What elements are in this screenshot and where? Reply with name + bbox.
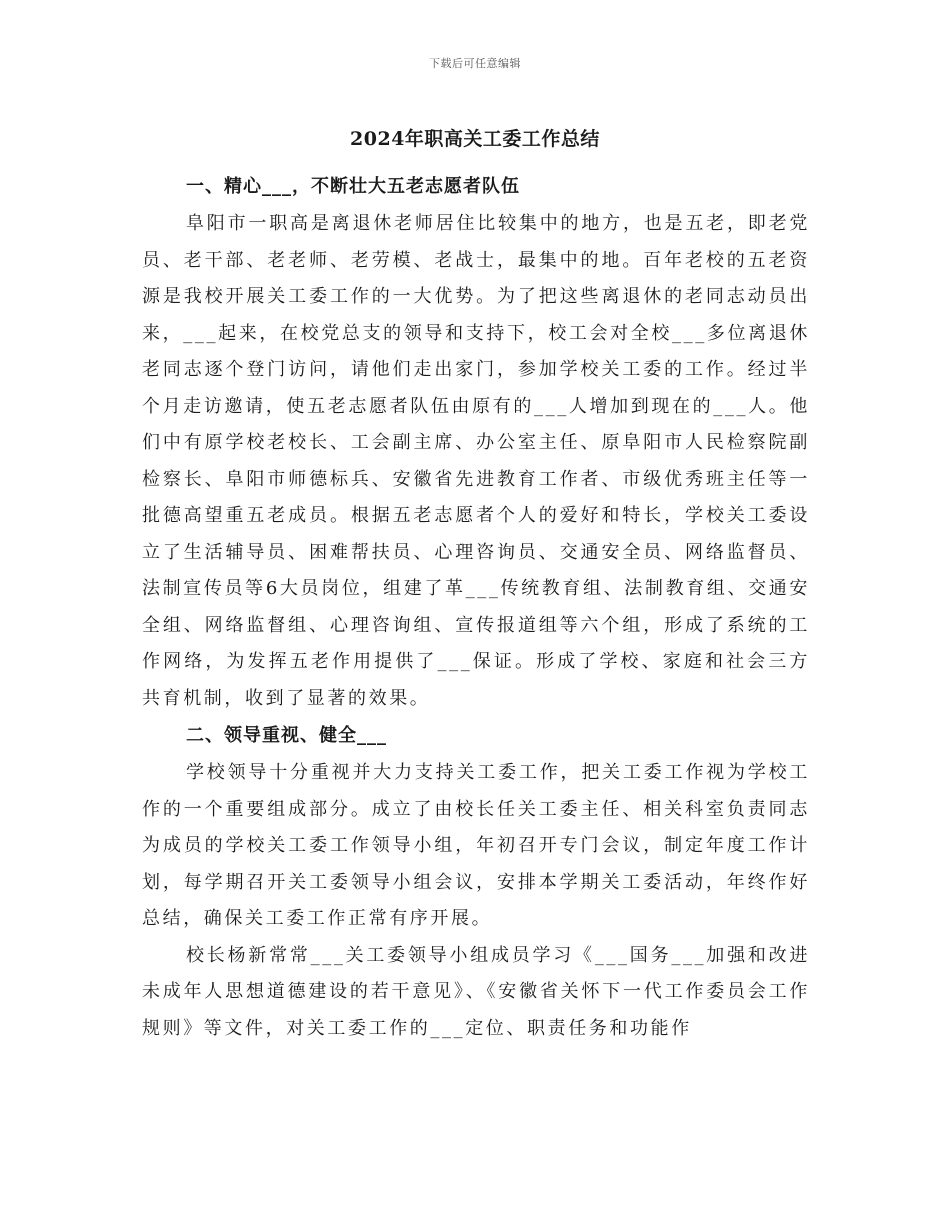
section-paragraph: 阜阳市一职高是离退休老师居住比较集中的地方，也是五老，即老党员、老干部、老老师、老劳模、老战士，最集中的地。百年老校的五老资源是我校开展关工委工作的一大优势。为了把这些离退休的老同志动员出来，___起来，在校党总支的领导和支持下，校工会对全校___多位离退休老同志逐个登门访问，请他们走出家门，参加学校关工委的工作。经过半个月走访邀请，使五老志愿者队伍由原有的___人增加到现在的___人。他们中有原学校老校长、工会副主席、办公室主任、原阜阳市人民检察院副检察长、阜阳市师德标兵、安徽省先进教育工作者、市级优秀班主任等一批德高望重五老成员。根据五老志愿者个人的爱好和特长，学校关工委设立了生活辅导员、困难帮扶员、心理咨询员、交通安全员、网络监督员、法制宣传员等6大员岗位，组建了革___传统教育组、法制教育组、交通安全组、网络监督组、心理咨询组、宣传报道组等六个组，形成了系统的工作网络，为发挥五老作用提供了___保证。形成了学校、家庭和社会三方共育机制，收到了显著的效果。	[142, 213, 810, 709]
document-body	[142, 168, 810, 1047]
header-note: 下载后可任意编辑	[429, 57, 521, 70]
document-title: 2024年职高关工委工作总结	[350, 128, 600, 150]
section-paragraph: 学校领导十分重视并大力支持关工委工作，把关工委工作视为学校工作的一个重要组成部分。成立了由校长任关工委主任、相关科室负责同志为成员的学校关工委工作领导小组，年初召开专门会议，制定年度工作计划，每学期召开关工委领导小组会议，安排本学期关工委活动，年终作好总结，确保关工委工作正常有序开展。	[142, 762, 810, 929]
section-heading: 一、精心___，不断壮大五老志愿者队伍	[186, 176, 520, 197]
section-heading: 二、领导重视、健全___	[186, 725, 387, 746]
section-paragraph: 校长杨新常常___关工委领导小组成员学习《___国务___加强和改进未成年人思想道德建设的若干意见》、《安徽省关怀下一代工作委员会工作规则》等文件，对关工委工作的___定位、职责任务和功能作	[142, 944, 810, 1039]
